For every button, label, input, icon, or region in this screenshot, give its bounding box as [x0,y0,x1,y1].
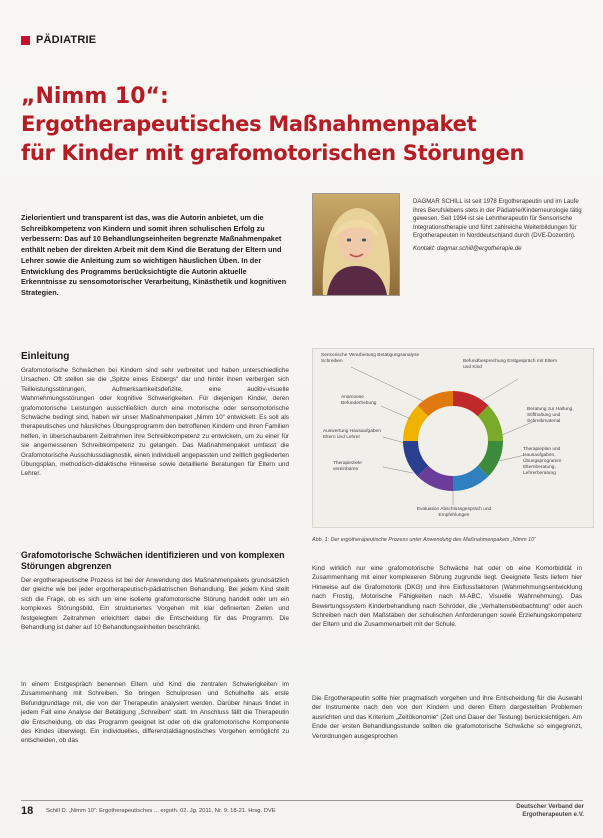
title-line-1: „Nimm 10“: [21,84,169,109]
col2-para-2: Die Ergotherapeutin sollte hier pragmatisch vorgehen und ihre Entscheidung für die Auswahl der Instrumente nach den von den Kindern und deren Eltern dargestellten Problemen ausrichten und das Kriterium „Zeitökonomie“ (Zeit und Dauer der Testung) berücksichtigen. Am Ende der ersten Behandlungsstunde sollten die grafomotorische Schwäche so eingegrenzt, Verordnungen ausgesprochen [312,695,582,740]
footer-divider [21,800,583,801]
diagram-label-top-left: Sensorische Verarbeitung Betätigungsanalyse Schreiben [321,353,420,364]
footer-publisher: Deutscher Verband der Ergotherapeuten e.V. [516,803,584,818]
section-marker-square [21,36,30,45]
page-number: 18 [21,805,34,817]
diagram-label-right-lower: Therapieplan und Hausaufgaben, Übungsprogramm Elternberatung, Lehrerberatung [523,447,562,476]
subsection-para-2: In einem Erstgespräch benennen Eltern und Kind die zentralen Schwierigkeiten im Zusammenhang mit Schreiben. So bringen Schulprosen und Schulhefte als erste Befundgrundlage mit, die von der Therapeutin analysiert werden. Darüber hinaus findet in jedem Fall eine Analyse der Betätigung „Schreiben“ statt. Im Anschluss fällt die Therapeutin die Entscheidung, ob das Programm geeignet ist oder ob die grafomotorische Komponente des Kindes überwiegt. Ein individuelles, differenzialdiagnostisches Vorgehen ermöglicht zu entscheiden, ob das [21,681,289,745]
subsection-heading: Grafomotorische Schwächen identifizieren und von komplexen Störungen abgrenzen [21,550,285,571]
author-bio-box [413,198,589,254]
article-teaser: Zielorientiert und transparent ist das, was die Autorin anbietet, um die Schreibkompetenz von Kindern und somit ihren schulischen Erfolg zu verbessern: Das auf 10 Behandlungseinheiten begrenzte Maßnahmenpaket enthält neben der direkten Arbeit mit dem Kind die Beratung der Eltern und Lehrer sowie die Anleitung zum so wichtigen häuslichen Üben. In der Entwicklung des Programms berücksichtigte die Autorin aktuelle Erkenntnisse zu sensomotorischer Verarbeitung, Kinästhetik und kognitiven Strategien. [21,213,287,297]
author-contact: Kontakt: dagmar.schill@ergotherapie.de [413,244,522,252]
diagram-label-left-upper: Anamnese Befunderhebung [341,395,377,406]
author-portrait [313,194,399,295]
diagram-label-top-right: Befundbesprechung Erstgespräch mit Eltern und Kind [463,359,558,370]
author-photo [312,193,400,296]
section-tag [21,34,96,46]
subsection-para-1: Der ergotherapeutische Prozess ist bei der Anwendung des Maßnahmenpakets grundsätzlich der gleiche wie bei jeder ergotherapeutisch-pädiatrischen Behandlung. Bei jedem Kind stellt sich die Frage, ob es sich um eine isolierte grafomotorische Störung handelt oder um ein komplexes Störungsbild. Ein strukturiertes Vorgehen mit klar definierten Zielen und festgelegtem Zeitrahmen erleichtert dabei die Entscheidung für das Programm. Die Behandlung ist daher auf 10 Behandlungseinheiten beschränkt. [21,577,289,632]
figure-caption: Abb. 1: Der ergotherapeutische Prozess unter Anwendung des Maßnahmenpakets „Nimm 10“ [312,537,536,543]
footer-citation: Schill D. „Nimm 10“: Ergotherapeutisches ... ergoth. 02. Jg. 2011, Nr. 9: 18-21. Hrsg. DVE [46,808,276,814]
einleitung-text: Grafomotorische Schwächen bei Kindern sind sehr verbreitet und haben unterschiedliche Ursachen. Oft stellen sie die „Spitze eines Eisbergs“ dar und hinter ihnen verbergen sich Teilleistungsstörungen, Aufmerksamkeitsdefizite, eine auditiv-visuelle Wahrnehmungsstörungen oder kognitive Schwierigkeiten. Für diejenigen Kinder, deren grafomotorische Leistungen ausschließlich durch eine motorische oder sensomotorische Schwäche bedingt sind, haben wir unser Maßnahmenpaket „Nimm 10“ entwickelt. Es soll als therapeutisches und häusliches Übungsprogramm den betroffenen Kindern und ihren Familien helfen, in überschaubarem Zeitrahmen ihre Schreibkompetenz zu entwickeln, um zu einer für sie angemessenen Schreibkompetenz zu gelangen. Das Maßnahmenpaket umfasst die Grafomotorische Ausschlussdiagnostik, einen individuell angepassten und zeitlich gegliederten Übungsplan, methodisch-didaktische Hinweise sowie detaillierte Beratungen für Eltern und Lehrer. [21,367,289,478]
diagram-label-bottom: Evaluation Abschlussgespräch und Empfehlungen [416,507,492,518]
author-bio-text: DAGMAR SCHILL ist seit 1978 Ergotherapeutin und im Laufe ihres Berufslebens stets in der Pädiatrie/Kinderneurologie tätig gewesen. Seit 1994 ist sie Lehrtherapeutin für Sensorische Integrationstherapie und führt zahlreiche Weiterbildungen für Ergotherapeuten in Norddeutschland durch (DVE-Dozentin). [413,198,582,240]
title-line-3: für Kinder mit grafomotorischen Störungen [21,141,525,165]
col2-para-1: Kind wirklich nur eine grafomotorische Schwäche hat oder ob eine Komorbidität in Zusammenhang mit einer komplexeren Störung zugrunde liegt. Geeignete Tests liefern hier Hinweise auf die Grafomotorik (DKG) und ihre Einflussfaktoren (Wahrnehmungsentwicklung nach Frostig, Motorische Fähigkeiten nach M-ABC, Visuelle Wahrnehmung). Das Bewertungssystem Kinderbehandlung nach Schröder, die „Verhaltensbeobachtung“ oder auch Schreiben nach den Maßstäben der schulischen Anforderungen sowie Erziehungskompetenz der Eltern und die Zusammenarbeit mit der Schule. [312,565,582,629]
article-title [21,84,581,168]
diagram-label-left-mid: Auswertung Hausaufgaben Eltern und Lehrer [323,429,381,440]
process-diagram [312,348,594,528]
diagram-label-right-upper: Beratung zur Haltung, Stifthaltung und Schreibmaterial [527,407,574,424]
title-line-2: Ergotherapeutisches Maßnahmenpaket [21,112,477,136]
diagram-label-left-lower: Therapieziele vereinbaren [333,461,362,472]
heading-einleitung: Einleitung [21,351,70,362]
section-label: PÄDIATRIE [36,34,97,46]
